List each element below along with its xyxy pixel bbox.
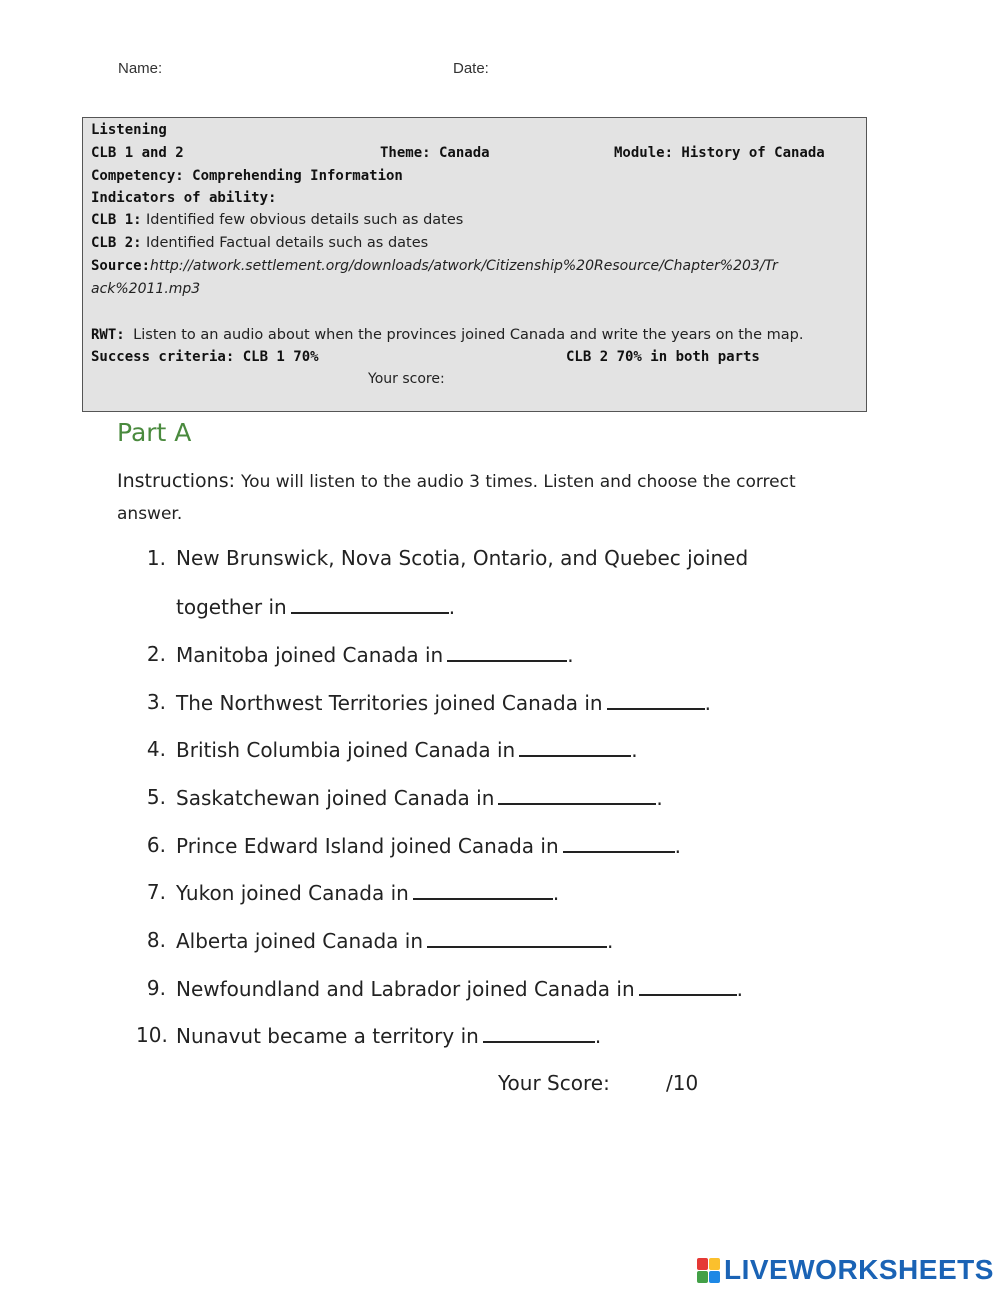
question-number: 2. bbox=[146, 642, 166, 666]
answer-blank-10[interactable] bbox=[483, 1023, 595, 1043]
info-clb1 bbox=[91, 212, 463, 228]
box-your-score: Your score: bbox=[368, 371, 445, 387]
instructions-label: Instructions: bbox=[117, 470, 235, 492]
question-text: Newfoundland and Labrador joined Canada in bbox=[176, 977, 635, 1001]
answer-blank-4[interactable] bbox=[519, 737, 631, 757]
instructions-text: You will listen to the audio 3 times. Listen and choose the correct bbox=[241, 472, 796, 492]
question-text: New Brunswick, Nova Scotia, Ontario, and Quebec joined bbox=[176, 546, 749, 570]
logo-text: LIVEWORKSHEETS bbox=[724, 1254, 994, 1285]
question-text: Yukon joined Canada in bbox=[176, 881, 409, 905]
liveworksheets-logo bbox=[697, 1255, 994, 1285]
info-competency: Competency: Comprehending Information bbox=[91, 168, 403, 184]
instructions-text-line2: answer. bbox=[117, 504, 183, 524]
name-label: Name: bbox=[118, 60, 163, 77]
info-clb2 bbox=[91, 235, 428, 251]
score-total: /10 bbox=[666, 1071, 699, 1095]
info-theme: Theme: Canada bbox=[380, 145, 490, 161]
question-number: 1. bbox=[146, 546, 166, 570]
your-score-label: Your Score: bbox=[498, 1071, 610, 1095]
answer-blank-9[interactable] bbox=[639, 976, 737, 996]
question-text: Alberta joined Canada in bbox=[176, 929, 423, 953]
question-text: Saskatchewan joined Canada in bbox=[176, 786, 495, 810]
question-text: Prince Edward Island joined Canada in bbox=[176, 834, 559, 858]
part-a-title: Part A bbox=[117, 418, 192, 447]
question-number: 3. bbox=[146, 690, 166, 714]
answer-blank-5[interactable] bbox=[498, 785, 656, 805]
answer-blank-7[interactable] bbox=[413, 880, 553, 900]
info-source bbox=[91, 258, 778, 274]
answer-blank-1[interactable] bbox=[291, 594, 449, 614]
question-number: 7. bbox=[146, 880, 166, 904]
question-text: Manitoba joined Canada in bbox=[176, 643, 444, 667]
question-text: The Northwest Territories joined Canada in bbox=[176, 691, 603, 715]
source-label: Source: bbox=[91, 258, 151, 274]
info-module: Module: History of Canada bbox=[614, 145, 825, 161]
question-number: 6. bbox=[146, 833, 166, 857]
question-1-line2: together in . bbox=[176, 595, 456, 619]
clb1-text: Identified few obvious details such as dates bbox=[146, 212, 464, 228]
logo-square-green bbox=[697, 1271, 708, 1283]
question-text: Nunavut became a territory in bbox=[176, 1024, 479, 1048]
info-rwt bbox=[91, 327, 803, 343]
clb2-label: CLB 2: bbox=[91, 235, 142, 251]
question-number: 9. bbox=[146, 976, 166, 1000]
question-number: 8. bbox=[146, 928, 166, 952]
clb2-text: Identified Factual details such as dates bbox=[146, 235, 429, 251]
logo-mark-icon bbox=[697, 1258, 720, 1283]
question-number: 10. bbox=[136, 1023, 168, 1047]
info-indicators: Indicators of ability: bbox=[91, 190, 277, 206]
instructions bbox=[117, 470, 796, 492]
info-clb-levels: CLB 1 and 2 bbox=[91, 145, 184, 161]
date-label: Date: bbox=[453, 60, 489, 77]
success-clb2: CLB 2 70% in both parts bbox=[566, 349, 760, 365]
success-criteria: Success criteria: CLB 1 70% bbox=[91, 349, 319, 365]
answer-blank-2[interactable] bbox=[447, 642, 567, 662]
info-listening: Listening bbox=[91, 122, 167, 138]
question-number: 5. bbox=[146, 785, 166, 809]
rwt-label: RWT: bbox=[91, 327, 125, 343]
logo-square-yellow bbox=[709, 1258, 720, 1270]
info-box bbox=[82, 117, 867, 412]
answer-blank-6[interactable] bbox=[563, 833, 675, 853]
source-url-line1: http://atwork.settlement.org/downloads/atwork/Citizenship%20Resource/Chapter%203/Tr bbox=[150, 258, 778, 274]
clb1-label: CLB 1: bbox=[91, 212, 142, 228]
rwt-text: Listen to an audio about when the provinces joined Canada and write the years on the map. bbox=[133, 327, 804, 343]
question-text: together in bbox=[176, 595, 287, 619]
answer-blank-3[interactable] bbox=[607, 690, 705, 710]
answer-blank-8[interactable] bbox=[427, 928, 607, 948]
question-number: 4. bbox=[146, 737, 166, 761]
logo-square-red bbox=[697, 1258, 708, 1270]
question-text: British Columbia joined Canada in bbox=[176, 738, 516, 762]
logo-square-blue bbox=[709, 1271, 720, 1283]
source-url-line2: ack%2011.mp3 bbox=[91, 281, 201, 297]
